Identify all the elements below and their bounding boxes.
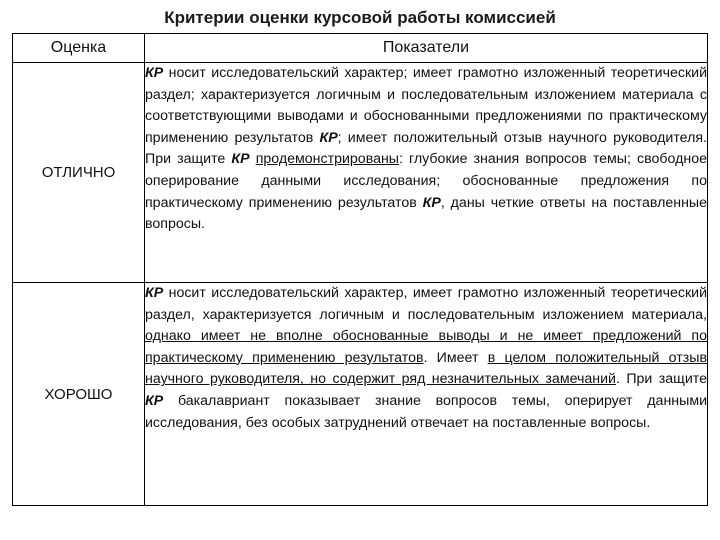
text-segment: ; имеет положительный отзыв научного руководителя. При защите [145, 129, 707, 168]
header-indicators: Показатели [145, 34, 708, 63]
indicators-good [145, 283, 708, 506]
text-segment: носит исследовательский характер; имеет грамотно изложенный теоретический раздел; характеризуется логичным и последовательным изложением материала с соответствующими выводами и обоснованными предложениями по практическому применению результатов [145, 65, 707, 146]
text-segment: носит исследовательский характер, имеет грамотно изложенный теоретический раздел, характеризуется логичным и последовательным изложением материала, [145, 285, 707, 323]
text-segment: : глубокие знания вопросов темы; свободное оперирование данными исследования; обоснованные предложения по практическому применению результатов [145, 151, 707, 211]
table-row [13, 63, 708, 283]
grade-excellent: ОТЛИЧНО [13, 63, 145, 283]
header-grade: Оценка [13, 34, 145, 63]
kr-abbreviation: КР [231, 151, 250, 168]
underlined-text: однако имеет не вполне обоснованные выводы и не имеет предложений по практическому применению результатов [145, 328, 707, 366]
kr-abbreviation: КР [319, 129, 338, 146]
kr-abbreviation: КР [145, 65, 164, 81]
table-header-row [13, 34, 708, 63]
text-segment: бакалавриант показывает знание вопросов темы, оперирует данными исследования, без особых затруднений отвечает на поставленные вопросы. [145, 392, 707, 431]
text-segment: . Имеет [423, 349, 488, 366]
page-title: Критерии оценки курсовой работы комиссией [164, 8, 556, 27]
table-row [13, 283, 708, 506]
criteria-table [12, 33, 708, 506]
text-segment: . При защите [615, 371, 708, 388]
indicators-excellent [145, 63, 708, 283]
underlined-text: продемонстрированы [255, 151, 399, 168]
kr-abbreviation: КР [145, 392, 164, 409]
kr-abbreviation: КР [422, 194, 441, 211]
kr-abbreviation: КР [145, 285, 164, 301]
underlined-text: в целом положительный отзыв научного руководителя, но содержит ряд незначительных замечаний [145, 349, 707, 388]
text-segment: , даны четкие ответы на поставленные вопросы. [145, 194, 708, 233]
grade-good: ХОРОШО [13, 283, 145, 506]
